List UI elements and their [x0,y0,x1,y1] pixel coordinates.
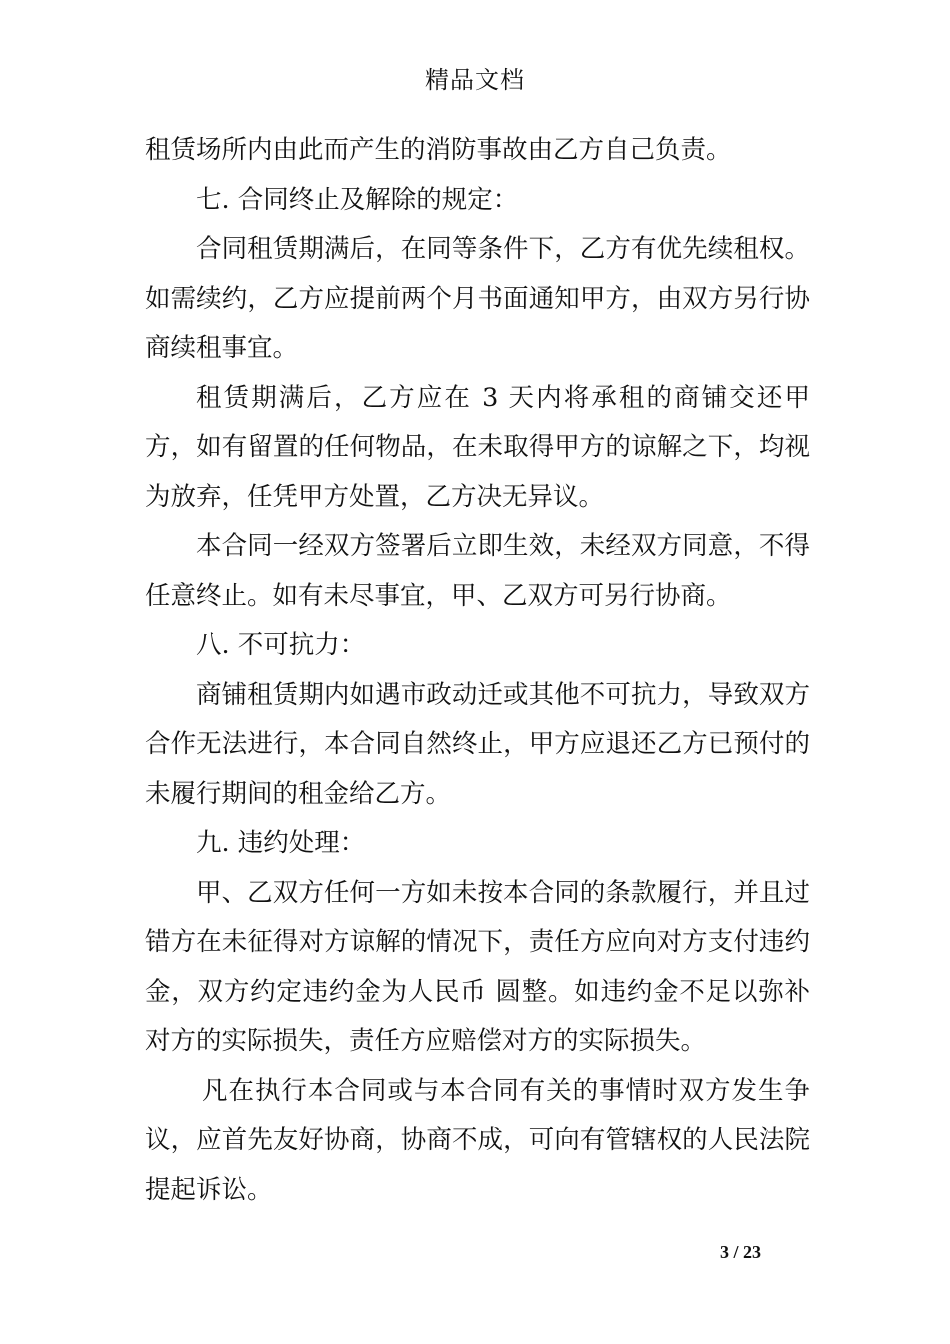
section-heading-termination: 七. 合同终止及解除的规定： [196,184,519,215]
paragraph-dispute: 凡在执行本合同或与本合同有关的事情时双方发生争议，应首先友好协商，协商不成，可向有管辖权的人民法院提起诉讼。 [145,1075,810,1205]
section-heading-force-majeure: 八. 不可抗力： [196,630,366,660]
paragraph-renewal: 合同租赁期满后，在同等条件下，乙方有优先续租权。如需续约，乙方应提前两个月书面通知甲方，由双方另行协商续租事宜。 [145,234,810,363]
paragraph-effective: 本合同一经双方签署后立即生效，未经双方同意，不得任意终止。如有未尽事宜，甲、乙双方可另行协商。 [145,531,810,611]
paragraph-force-majeure: 商铺租赁期内如遇市政动迁或其他不可抗力，导致双方合作无法进行，本合同自然终止，甲方应退还乙方已预付的未履行期间的租金给乙方。 [145,679,810,809]
document-body [145,126,810,1215]
paragraph-breach: 甲、乙双方任何一方如未按本合同的条款履行，并且过错方在未征得对方谅解的情况下，责任方应向对方支付违约金，双方约定违约金为人民币 圆整。如违约金不足以弥补对方的实际损失，责任方应赔偿对方的实际损失。 [145,877,810,1056]
page-number: 3 / 23 [720,1242,762,1262]
paragraph-return-premises: 租赁期满后，乙方应在 3 天内将承租的商铺交还甲方，如有留置的任何物品，在未取得甲方的谅解之下，均视为放弃，任凭甲方处置，乙方决无异议。 [145,382,810,512]
section-heading-breach: 九. 违约处理： [196,828,366,858]
page-header-title: 精品文档 [425,66,525,94]
paragraph-fire-responsibility: 租赁场所内由此而产生的消防事故由乙方自己负责。 [145,135,732,165]
